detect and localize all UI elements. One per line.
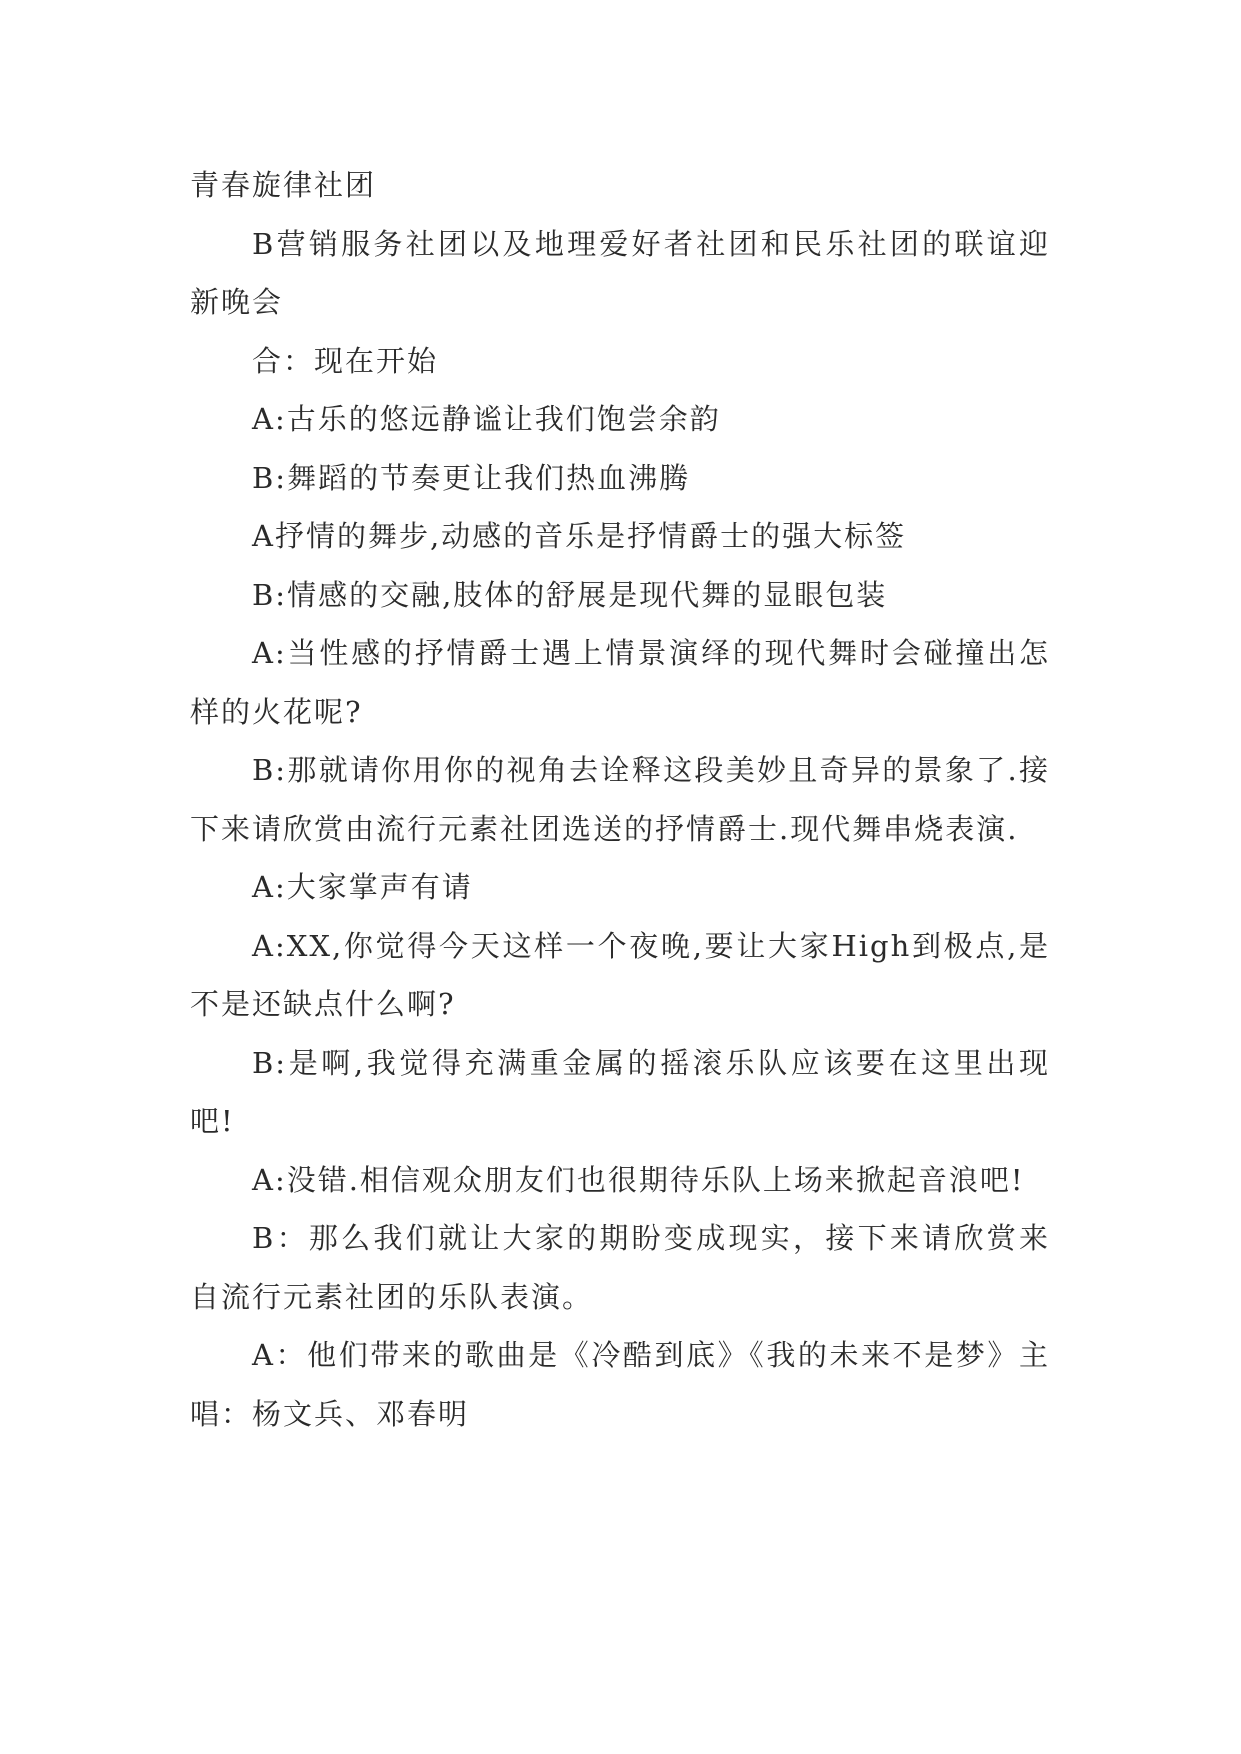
paragraph-line: B:是啊,我觉得充满重金属的摇滚乐队应该要在这里出现吧!	[190, 1045, 1050, 1138]
document-body	[190, 156, 1050, 1443]
paragraph-line: B:舞蹈的节奏更让我们热血沸腾	[252, 460, 691, 495]
paragraph-line: B：那么我们就让大家的期盼变成现实，接下来请欣赏来自流行元素社团的乐队表演。	[190, 1221, 1050, 1314]
paragraph-line: A:没错.相信观众朋友们也很期待乐队上场来掀起音浪吧!	[252, 1162, 1025, 1197]
paragraph-line: A:古乐的悠远静谧让我们饱尝余韵	[252, 402, 721, 436]
paragraph-line: A:大家掌声有请	[252, 870, 473, 904]
paragraph-line: 合：现在开始	[252, 343, 439, 378]
paragraph-line: A:XX,你觉得今天这样一个夜晚,要让大家High到极点,是不是还缺点什么啊?	[190, 928, 1050, 1021]
heading-club-name: 青春旋律社团	[190, 168, 377, 202]
paragraph-line: A：他们带来的歌曲是《冷酷到底》《我的未来不是梦》主唱：杨文兵、邓春明	[190, 1338, 1050, 1431]
paragraph-line: B:情感的交融,肢体的舒展是现代舞的显眼包装	[252, 577, 888, 612]
paragraph-line: B:那就请你用你的视角去诠释这段美妙且奇异的景象了.接下来请欣赏由流行元素社团选送的抒情爵士.现代舞串烧表演.	[190, 753, 1050, 846]
paragraph-line: A抒情的舞步,动感的音乐是抒情爵士的强大标签	[252, 519, 907, 553]
paragraph-line: A:当性感的抒情爵士遇上情景演绎的现代舞时会碰撞出怎样的火花呢?	[190, 636, 1050, 729]
paragraph-event-title: B营销服务社团以及地理爱好者社团和民乐社团的联谊迎新晚会	[190, 226, 1050, 319]
